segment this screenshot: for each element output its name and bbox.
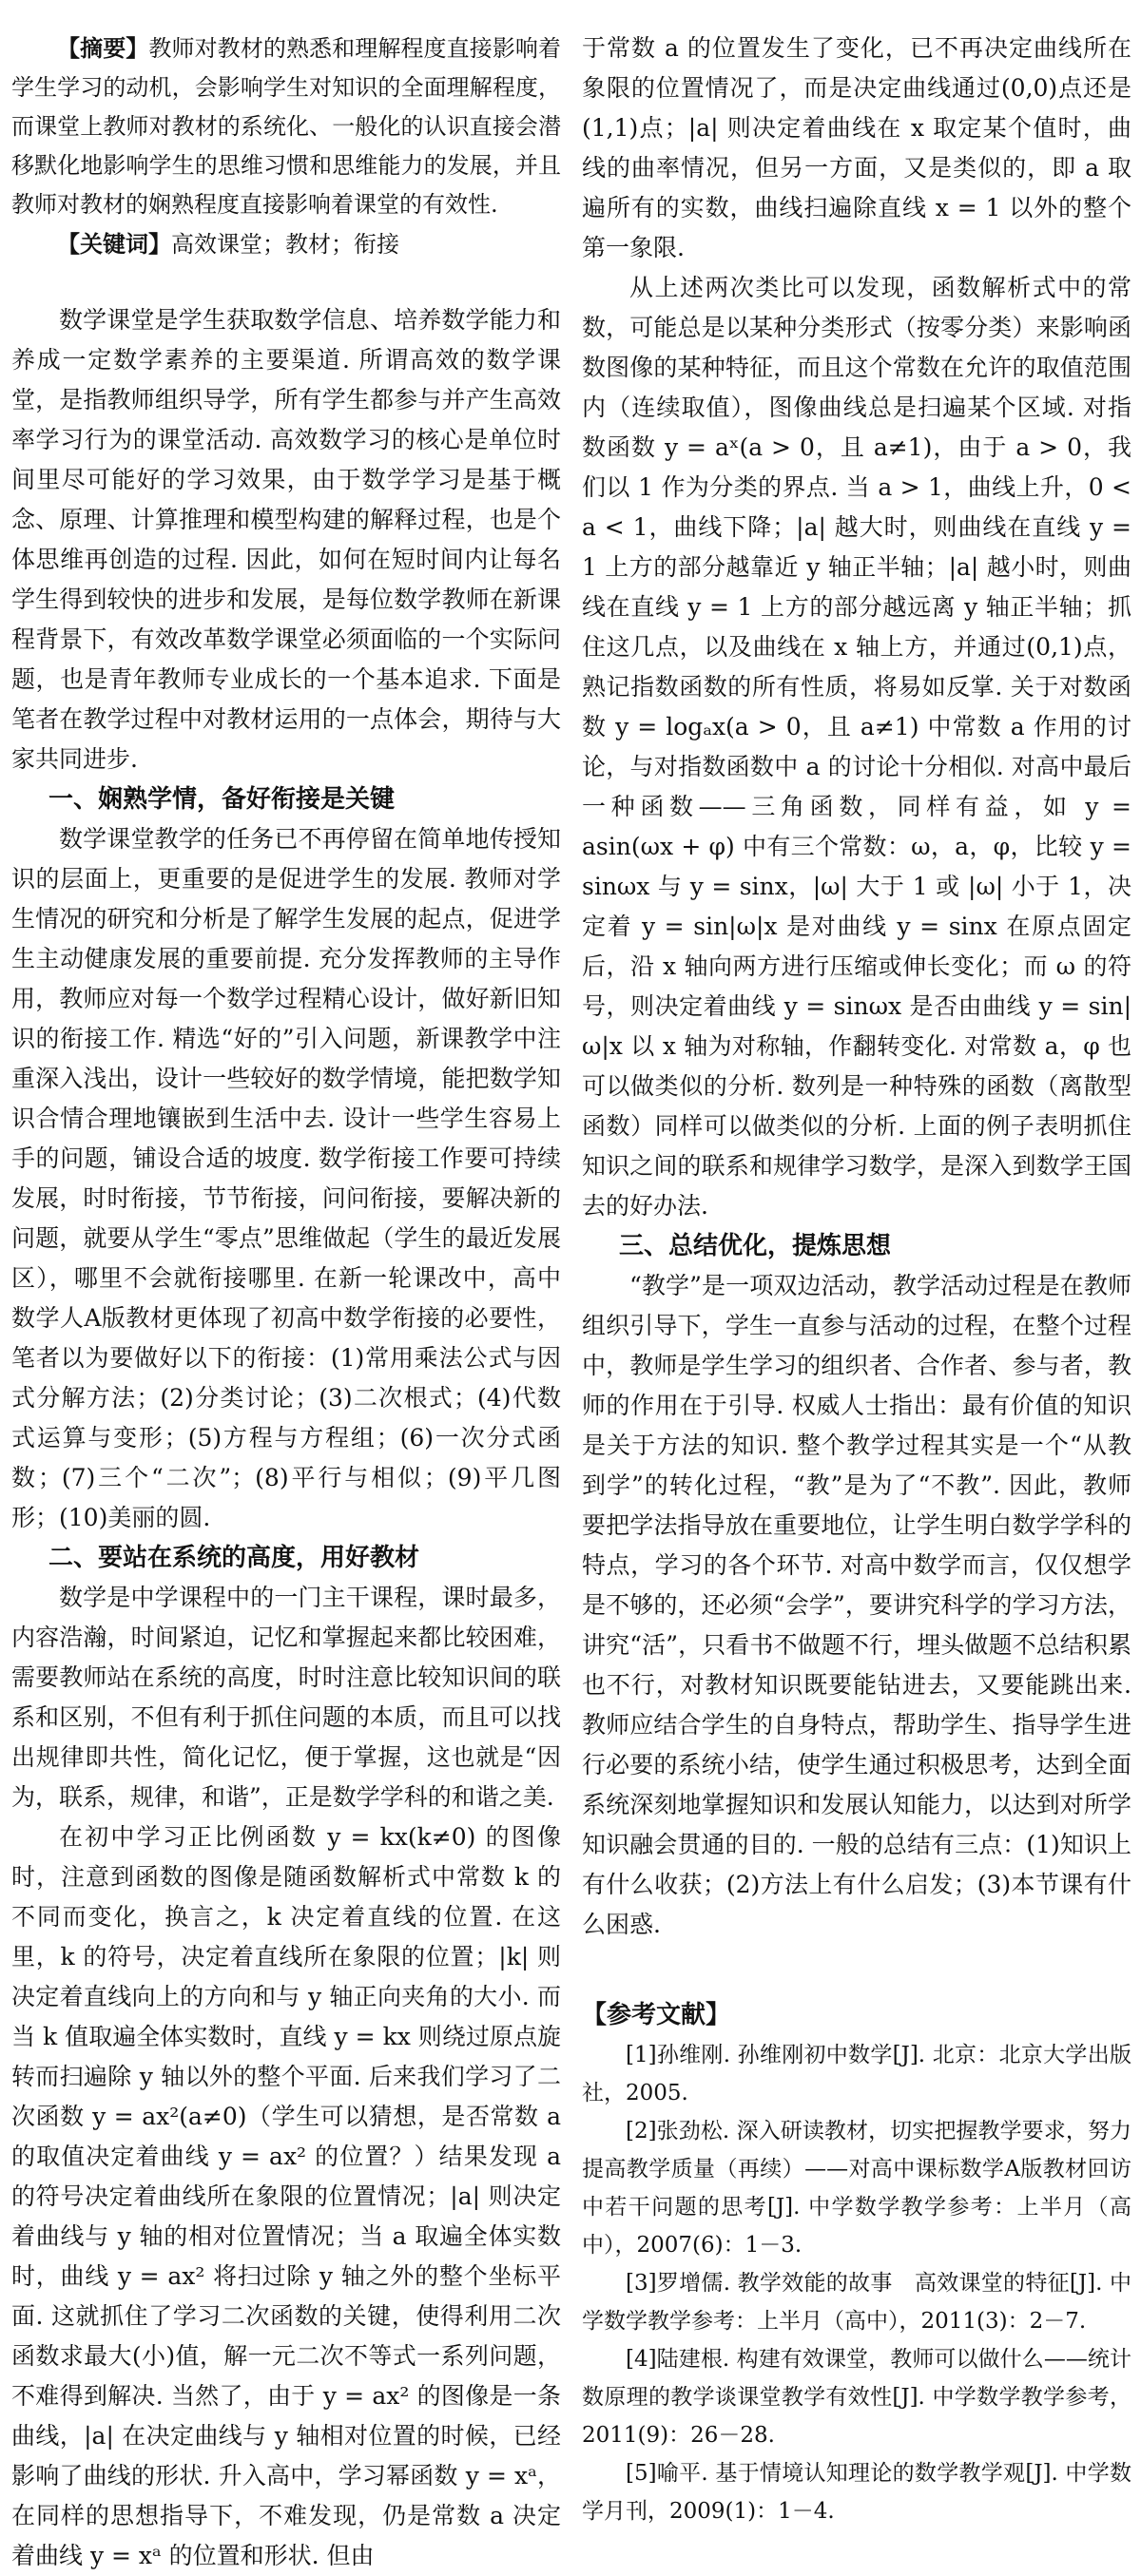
section-3-paragraph: “教学”是一项双边活动，教学活动过程是在教师组织引导下，学生一直参与活动的过程，在整个过程中，教师是学生学习的组织者、合作者、参与者，教师的作用在于引导. 权威人士指出：最有价值的知识是关于方法的知识. 整个教学过程其实是一个“从教到学”的转化过程，“教”是为了“不教”. 因此，教师要把学法指导放在重要地位，让学生明白数学学科的特点，学习的各个环节. 对高中数学而言，仅仅想学是不够的，还必须“会学”，要讲究科学的学习方法，讲究“活”，只看书不做题不行，埋头做题不总结积累也不行，对教材知识既要能钻进去，又要能跳出来. 教师应结合学生的自身特点，帮助学生、指导学生进行必要的系统小结，使学生通过积极思考，达到全面系统深刻地掌握知识和发展认知能力，以达到对所学知识融会贯通的目的. 一般的总结有三点：(1)知识上有什么收获；(2)方法上有什么启发；(3)本节课有什么困惑.: [582, 1272, 1131, 1938]
section-heading-3: 三、总结优化，提炼思想: [619, 1232, 892, 1260]
right-column: [582, 29, 1131, 2530]
section-heading-1: 一、娴熟学情，备好衔接是关键: [48, 785, 396, 814]
references-list: [582, 2036, 1131, 2530]
abstract: [11, 29, 561, 224]
section-2-paragraph-2-continued: 于常数 a 的位置发生了变化，已不再决定曲线所在象限的位置情况了，而是决定曲线通过(0,0)点还是(1,1)点；|a| 则决定着曲线在 x 取定某个值时，曲线的曲率情况，但另一方面，又是类似的，即 a 取遍所有的实数，曲线扫遍除直线 x = 1 以外的整个第一象限.: [582, 34, 1131, 261]
section-1-paragraph: 数学课堂教学的任务已不再停留在简单地传授知识的层面上，更重要的是促进学生的发展. 教师对学生情况的研究和分析是了解学生发展的起点，促进学生主动健康发展的重要前提. 充分发挥教师的主导作用，教师应对每一个数学过程精心设计，做好新旧知识的衔接工作. 精选“好的”引入问题，新课教学中注重深入浅出，设计一些较好的数学情境，能把数学知识合情合理地镶嵌到生活中去. 设计一些学生容易上手的问题，铺设合适的坡度. 数学衔接工作要可持续发展，时时衔接，节节衔接，问问衔接，要解决新的问题，就要从学生“零点”思维做起（学生的最近发展区），哪里不会就衔接哪里. 在新一轮课改中，高中数学人A版教材更体现了初高中数学衔接的必要性，笔者以为要做好以下的衔接：(1)常用乘法公式与因式分解方法；(2)分类讨论；(3)二次根式；(4)代数式运算与变形；(5)方程与方程组；(6)一次分式函数；(7)三个“二次”；(8)平行与相似；(9)平几图形；(10)美丽的圆.: [11, 825, 561, 1531]
section-2-paragraph-1: 数学是中学课程中的一门主干课程，课时最多，内容浩瀚，时间紧迫，记忆和掌握起来都比较困难，需要教师站在系统的高度，时时注意比较知识间的联系和区别，不但有利于抓住问题的本质，而且可以找出规律即共性，简化记忆，便于掌握，这也就是“因为，联系，规律，和谐”，正是数学学科的和谐之美.: [11, 1584, 561, 1811]
spacer: [11, 264, 561, 300]
section-2-paragraph-2: 在初中学习正比例函数 y = kx(k≠0) 的图像时，注意到函数的图像是随函数解析式中常数 k 的不同而变化，换言之，k 决定着直线的位置. 在这里，k 的符号，决定着直线所在象限的位置；|k| 则决定着直线向上的方向和与 y 轴正向夹角的大小. 而当 k 值取遍全体实数时，直线 y = kx 则绕过原点旋转而扫遍除 y 轴以外的整个平面. 后来我们学习了二次函数 y = ax²(a≠0)（学生可以猜想，是否常数 a 的取值决定着曲线 y = ax² 的位置？）结果发现 a 的符号决定着曲线所在象限的位置情况；|a| 则决定着曲线与 y 轴的相对位置情况；当 a 取遍全体实数时，曲线 y = ax² 将扫过除 y 轴之外的整个坐标平面. 这就抓住了学习二次函数的关键，使得利用二次函数求最大(小)值，解一元二次不等式一系列问题，不难得到解决. 当然了，由于 y = ax² 的图像是一条曲线，|a| 在决定曲线与 y 轴相对位置的时候，已经影响了曲线的形状. 升入高中，学习幂函数 y = xᵃ，在同样的思想指导下，不难发现，仍是常数 a 决定着曲线 y = xᵃ 的位置和形状. 但由: [11, 1823, 561, 2569]
references-title: 【参考文献】: [582, 2001, 731, 2029]
section-2-paragraph-3: 从上述两次类比可以发现，函数解析式中的常数，可能总是以某种分类形式（按零分类）来影响函数图像的某种特征，而且这个常数在允许的取值范围内（连续取值），图像曲线总是扫遍某个区域. 对指数函数 y = aˣ(a > 0，且 a≠1)，由于 a > 0，我们以 1 作为分类的界点. 当 a > 1，曲线上升，0 < a < 1，曲线下降；|a| 越大时，则曲线在直线 y = 1 上方的部分越靠近 y 轴正半轴；|a| 越小时，则曲线在直线 y = 1 上方的部分越远离 y 轴正半轴；抓住这几点，以及曲线在 x 轴上方，并通过(0,1)点，熟记指数函数的所有性质，将易如反掌. 关于对数函数 y = logₐx(a > 0，且 a≠1) 中常数 a 作用的讨论，与对指数函数中 a 的讨论十分相似. 对高中最后一种函数——三角函数，同样有益，如 y = asin(ωx + φ) 中有三个常数：ω，a，φ，比较 y = sinωx 与 y = sinx，|ω| 大于 1 或 |ω| 小于 1，决定着 y = sin|ω|x 是对曲线 y = sinx 在原点固定后，沿 x 轴向两方进行压缩或伸长变化；而 ω 的符号，则决定着曲线 y = sinωx 是否由曲线 y = sin|ω|x 以 x 轴为对称轴，作翻转变化. 对常数 a，φ 也可以做类似的分析. 数列是一种特殊的函数（离散型函数）同样可以做类似的分析. 上面的例子表明抓住知识之间的联系和规律学习数学，是深入到数学王国去的好办法.: [582, 274, 1131, 1220]
section-heading-2: 二、要站在系统的高度，用好教材: [48, 1544, 420, 1572]
abstract-text: 教师对教材的熟悉和理解程度直接影响着学生学习的动机，会影响学生对知识的全面理解程度，而课堂上教师对教材的系统化、一般化的认识直接会潜移默化地影响学生的思维习惯和思维能力的发展，并且教师对教材的娴熟程度直接影响着课堂的有效性.: [11, 35, 562, 218]
reference-item: [3]罗增儒. 教学效能的故事 高效课堂的特征[J]. 中学数学教学参考：上半月（高中），2011(3)：2－7.: [582, 2271, 1131, 2334]
keywords-label: 【关键词】: [57, 230, 171, 258]
left-column: [11, 29, 561, 2576]
reference-item: [1]孙维刚. 孙维刚初中数学[J]. 北京：北京大学出版社，2005.: [582, 2043, 1131, 2105]
intro-paragraph: 数学课堂是学生获取数学信息、培养数学能力和养成一定数学素养的主要渠道. 所谓高效的数学课堂，是指教师组织导学，所有学生都参与并产生高效率学习行为的课堂活动. 高效数学习的核心是单位时间里尽可能好的学习效果，由于数学学习是基于概念、原理、计算推理和模型构建的解释过程，也是个体思维再创造的过程. 因此，如何在短时间内让每名学生得到较快的进步和发展，是每位数学教师在新课程背景下，有效改革数学课堂必须面临的一个实际问题，也是青年教师专业成长的一个基本追求. 下面是笔者在教学过程中对教材运用的一点体会，期待与大家共同进步.: [11, 306, 561, 773]
keywords: [11, 224, 561, 264]
keywords-text: 高效课堂；教材；衔接: [171, 231, 399, 258]
reference-item: [4]陆建根. 构建有效课堂，教师可以做什么——统计数原理的教学谈课堂教学有效性[J]. 中学数学教学参考，2011(9)：26－28.: [582, 2347, 1131, 2448]
abstract-label: 【摘要】: [57, 34, 149, 62]
reference-item: [5]喻平. 基于情境认知理论的数学教学观[J]. 中学数学月刊，2009(1)：1－4.: [582, 2461, 1131, 2524]
reference-item: [2]张劲松. 深入研读教材，切实把握教学要求，努力提高教学质量（再续）——对高中课标数学A版教材回访中若干问题的思考[J]. 中学数学教学参考：上半月（高中），2007(6)：1－3.: [582, 2119, 1131, 2258]
